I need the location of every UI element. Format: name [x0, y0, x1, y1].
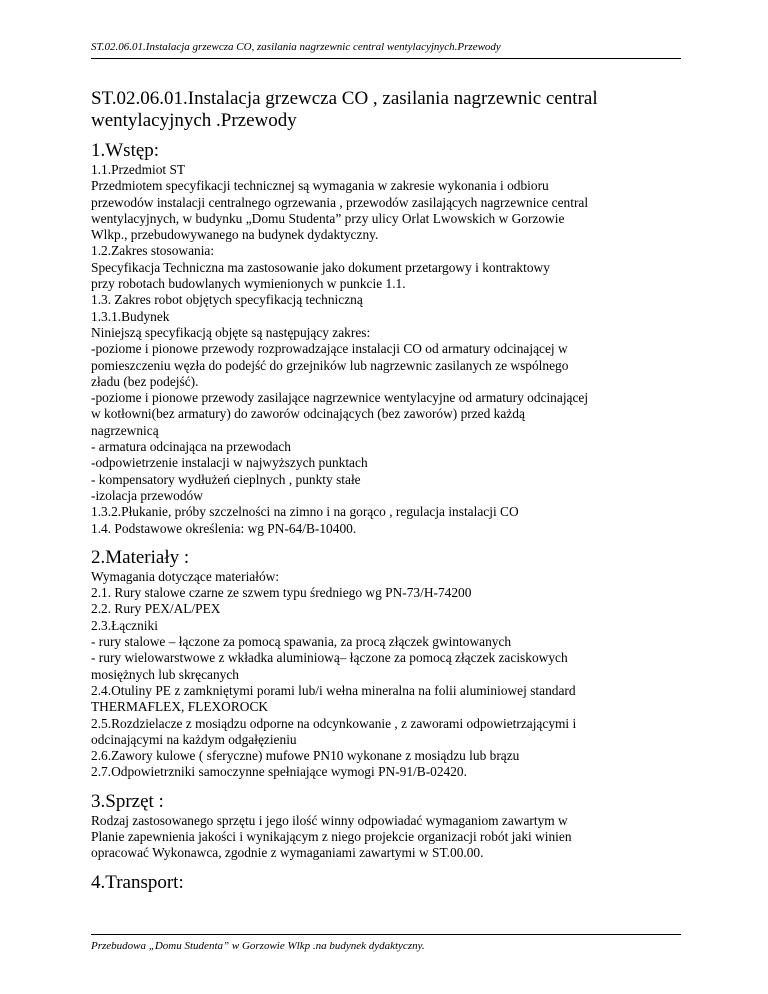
text-line: 1.3. Zakres robot objętych specyfikacją techniczną — [91, 292, 363, 308]
section-heading: 4.Transport: — [91, 871, 184, 893]
section-heading: 1.Wstęp: — [91, 140, 160, 161]
document-body — [91, 140, 711, 894]
text-line: - rury wielowarstwowe z wkładka aluminiową– łączone za pomocą złączek zaciskowych — [91, 650, 568, 666]
text-line: Planie zapewnienia jakości i wynikającym z niego projekcie organizacji robót jaki winien — [91, 828, 572, 844]
section-3 — [91, 791, 711, 862]
section-2 — [91, 547, 711, 781]
page-header — [91, 40, 681, 59]
text-line: - kompensatory wydłużeń cieplnych , punkty stałe — [91, 471, 361, 487]
text-line: zładu (bez podejść). — [91, 373, 199, 389]
text-line: -izolacja przewodów — [91, 487, 203, 503]
text-line: wentylacyjnych, w budynku „Domu Studenta” przy ulicy Orlat Lwowskich w Gorzowie — [91, 210, 565, 226]
text-line: nagrzewnicą — [91, 422, 159, 438]
text-line: Rodzaj zastosowanego sprzętu i jego ilość winny odpowiadać wymaganiom zawartym w — [91, 812, 568, 828]
section-text — [91, 162, 711, 537]
text-line: -odpowietrzenie instalacji w najwyższych punktach — [91, 455, 368, 471]
text-line: 2.6.Zawory kulowe ( sferyczne) mufowe PN10 wykonane z mosiądzu lub brązu — [91, 748, 520, 764]
text-line: Wlkp., przebudowywanego na budynek dydaktyczny. — [91, 227, 379, 243]
section-heading: 2.Materiały : — [91, 546, 190, 568]
text-line: 2.1. Rury stalowe czarne ze szwem typu średniego wg PN-73/H-74200 — [91, 585, 472, 601]
section-4 — [91, 872, 711, 894]
text-line: 2.3.Łączniki — [91, 617, 158, 633]
text-line: przewodów instalacji centralnego ogrzewania , przewodów zasilających nagrzewnice central — [91, 194, 589, 210]
text-line: 1.3.2.Płukanie, próby szczelności na zimno i na gorąco , regulacja instalacji CO — [91, 504, 519, 520]
text-line: przy robotach budowlanych wymienionych w punkcie 1.1. — [91, 276, 406, 292]
header-text: ST.02.06.01.Instalacja grzewcza CO, zasilania nagrzewnic central wentylacyjnych.Przewody — [91, 41, 501, 53]
section-text — [91, 813, 711, 862]
text-line: Wymagania dotyczące materiałów: — [91, 568, 280, 584]
text-line: 1.1.Przedmiot ST — [91, 162, 186, 177]
title-line-2: wentylacyjnych .Przewody — [91, 110, 297, 131]
title-line-1: ST.02.06.01.Instalacja grzewcza CO , zasilania nagrzewnic central — [91, 88, 598, 109]
page-footer — [91, 934, 681, 953]
text-line: 2.4.Otuliny PE z zamkniętymi porami lub/i wełna mineralna na folii aluminiowej standard — [91, 682, 576, 698]
text-line: -poziome i pionowe przewody rozprowadzające instalacji CO od armatury odcinającej w — [91, 341, 568, 357]
text-line: opracować Wykonawca, zgodnie z wymaganiami zawartymi w ST.00.00. — [91, 845, 484, 861]
text-line: odcinającymi na każdym odgałęzieniu — [91, 731, 297, 747]
text-line: 2.2. Rury PEX/AL/PEX — [91, 601, 221, 617]
text-line: - armatura odcinająca na przewodach — [91, 439, 291, 455]
section-1 — [91, 140, 711, 537]
text-line: 2.7.Odpowietrzniki samoczynne spełniające wymogi PN-91/B-02420. — [91, 764, 467, 780]
text-line: -poziome i pionowe przewody zasilające nagrzewnice wentylacyjne od armatury odcinającej — [91, 390, 589, 406]
text-line: 1.4. Podstawowe określenia: wg PN-64/B-10400. — [91, 520, 357, 536]
text-line: Niniejszą specyfikacją objęte są następujący zakres: — [91, 324, 371, 340]
section-heading: 3.Sprzęt : — [91, 790, 164, 812]
text-line: THERMAFLEX, FLEXOROCK — [91, 699, 269, 715]
text-line: - rury stalowe – łączone za pomocą spawania, za procą złączek gwintowanych — [91, 634, 512, 650]
text-line: w kotłowni(bez armatury) do zaworów odcinających (bez zaworów) przed każdą — [91, 406, 525, 422]
text-line: Specyfikacja Techniczna ma zastosowanie jako dokument przetargowy i kontraktowy — [91, 259, 550, 275]
text-line: 2.5.Rozdzielacze z mosiądzu odporne na odcynkowanie , z zaworami odpowietrzającymi i — [91, 715, 577, 731]
text-line: mosiężnych lub skręcanych — [91, 666, 239, 682]
document-title — [91, 88, 691, 132]
section-text — [91, 569, 711, 781]
text-line: 1.3.1.Budynek — [91, 308, 170, 324]
text-line: Przedmiotem specyfikacji technicznej są wymagania w zakresie wykonania i odbioru — [91, 178, 549, 194]
footer-text: Przebudowa „Domu Studenta” w Gorzowie Wlkp .na budynek dydaktyczny. — [91, 940, 425, 952]
text-line: pomieszczeniu węzła do podejść do grzejników lub nagrzewnic zasilanych ze wspólnego — [91, 357, 569, 373]
text-line: 1.2.Zakres stosowania: — [91, 243, 215, 259]
